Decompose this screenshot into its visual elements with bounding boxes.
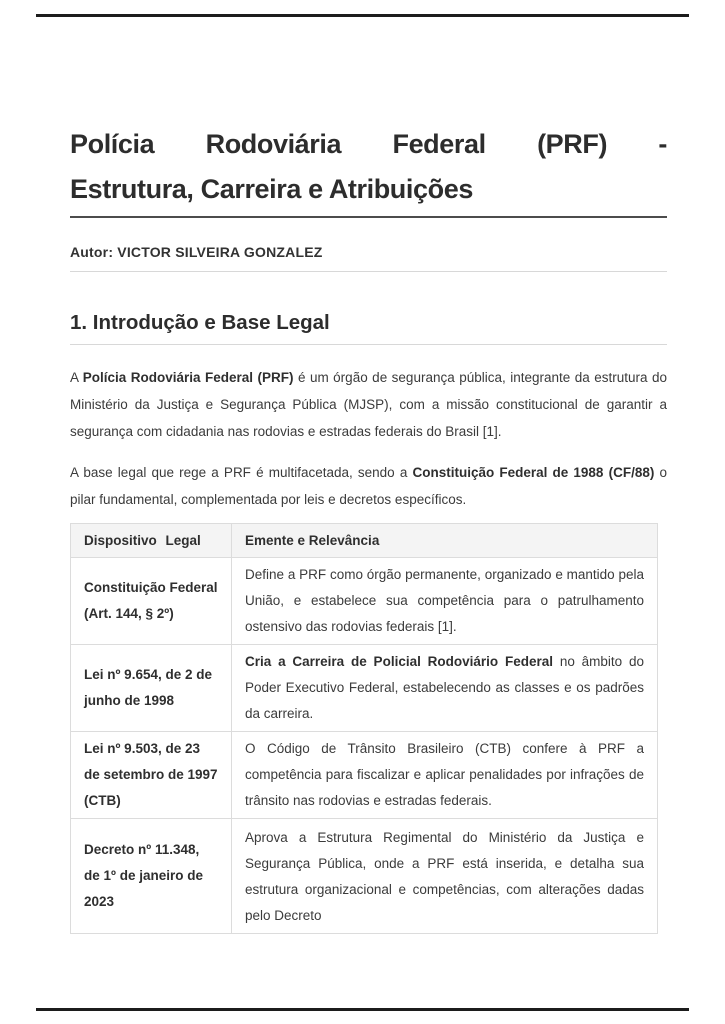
intro-paragraph-2 bbox=[70, 459, 667, 513]
cell-dispositivo: Lei nº 9.503, de 23 de setembro de 1997 (CTB) bbox=[71, 732, 232, 819]
table-header bbox=[71, 524, 658, 558]
document-title bbox=[70, 122, 667, 212]
table-body bbox=[71, 558, 658, 934]
col-header-dispositivo-legal: Dispositivo Legal bbox=[71, 524, 232, 558]
table-row-cf88 bbox=[71, 558, 658, 645]
title-divider bbox=[70, 216, 667, 218]
cell-emente bbox=[232, 732, 658, 819]
intro-paragraph-1 bbox=[70, 364, 667, 445]
paragraph-text: é um órgão de segurança pública, integrante da estrutura do Ministério da Justiça e Segurança Pública (MJSP), com a missão constitucional de garantir a segurança com cidadania nas rodovias e estradas federais do Brasil [1]. bbox=[70, 370, 667, 439]
cell-emente bbox=[232, 645, 658, 732]
cell-text: Define a PRF como órgão permanente, organizado e mantido pela União, e estabelece sua competência para o patrulhamento ostensivo das rodovias federais [1]. bbox=[245, 567, 644, 634]
cell-dispositivo: Lei nº 9.654, de 2 de junho de 1998 bbox=[71, 645, 232, 732]
cell-dispositivo: Constituição Federal (Art. 144, § 2º) bbox=[71, 558, 232, 645]
cell-text: Aprova a Estrutura Regimental do Ministério da Justiça e Segurança Pública, onde a PRF está inserida, e detalha sua estrutura organizacional e competências, com alterações dadas pelo Decreto bbox=[245, 830, 644, 923]
cell-dispositivo: Decreto nº 11.348, de 1º de janeiro de 2023 bbox=[71, 819, 232, 934]
bold-term-prf: Polícia Rodoviária Federal (PRF) bbox=[82, 370, 294, 385]
table-header-row bbox=[71, 524, 658, 558]
cell-emente bbox=[232, 819, 658, 934]
paragraph-text: A base legal que rege a PRF é multifacetada, sendo a bbox=[70, 465, 413, 480]
legal-basis-table bbox=[70, 523, 658, 934]
author-divider bbox=[70, 271, 667, 272]
cell-emente bbox=[232, 558, 658, 645]
paragraph-text: o pilar fundamental, complementada por leis e decretos específicos. bbox=[70, 465, 667, 507]
table-row-decreto-11348 bbox=[71, 819, 658, 934]
table-row-lei-9654 bbox=[71, 645, 658, 732]
col-header-emente-relevancia: Emente e Relevância bbox=[232, 524, 658, 558]
document-title-line1: Polícia Rodoviária Federal (PRF) - bbox=[70, 129, 667, 159]
page-bottom-rule bbox=[36, 1008, 689, 1011]
table-row-lei-9503 bbox=[71, 732, 658, 819]
author-line: Autor: VICTOR SILVEIRA GONZALEZ bbox=[70, 244, 323, 260]
document-title-line2: Estrutura, Carreira e Atribuições bbox=[70, 174, 473, 204]
section-divider bbox=[70, 344, 667, 345]
document-content bbox=[70, 0, 667, 934]
cell-text: no âmbito do Poder Executivo Federal, estabelecendo as classes e os padrões da carreira. bbox=[245, 654, 644, 721]
paragraph-text: A bbox=[70, 370, 83, 385]
cell-bold-text: Cria a Carreira de Policial Rodoviário Federal bbox=[245, 654, 553, 669]
cell-text: O Código de Trânsito Brasileiro (CTB) confere à PRF a competência para fiscalizar e aplicar penalidades por infrações de trânsito nas rodovias e estradas federais. bbox=[245, 741, 644, 808]
section-heading: 1. Introdução e Base Legal bbox=[70, 311, 330, 334]
bold-term-cf88: Constituição Federal de 1988 (CF/88) bbox=[412, 465, 655, 480]
